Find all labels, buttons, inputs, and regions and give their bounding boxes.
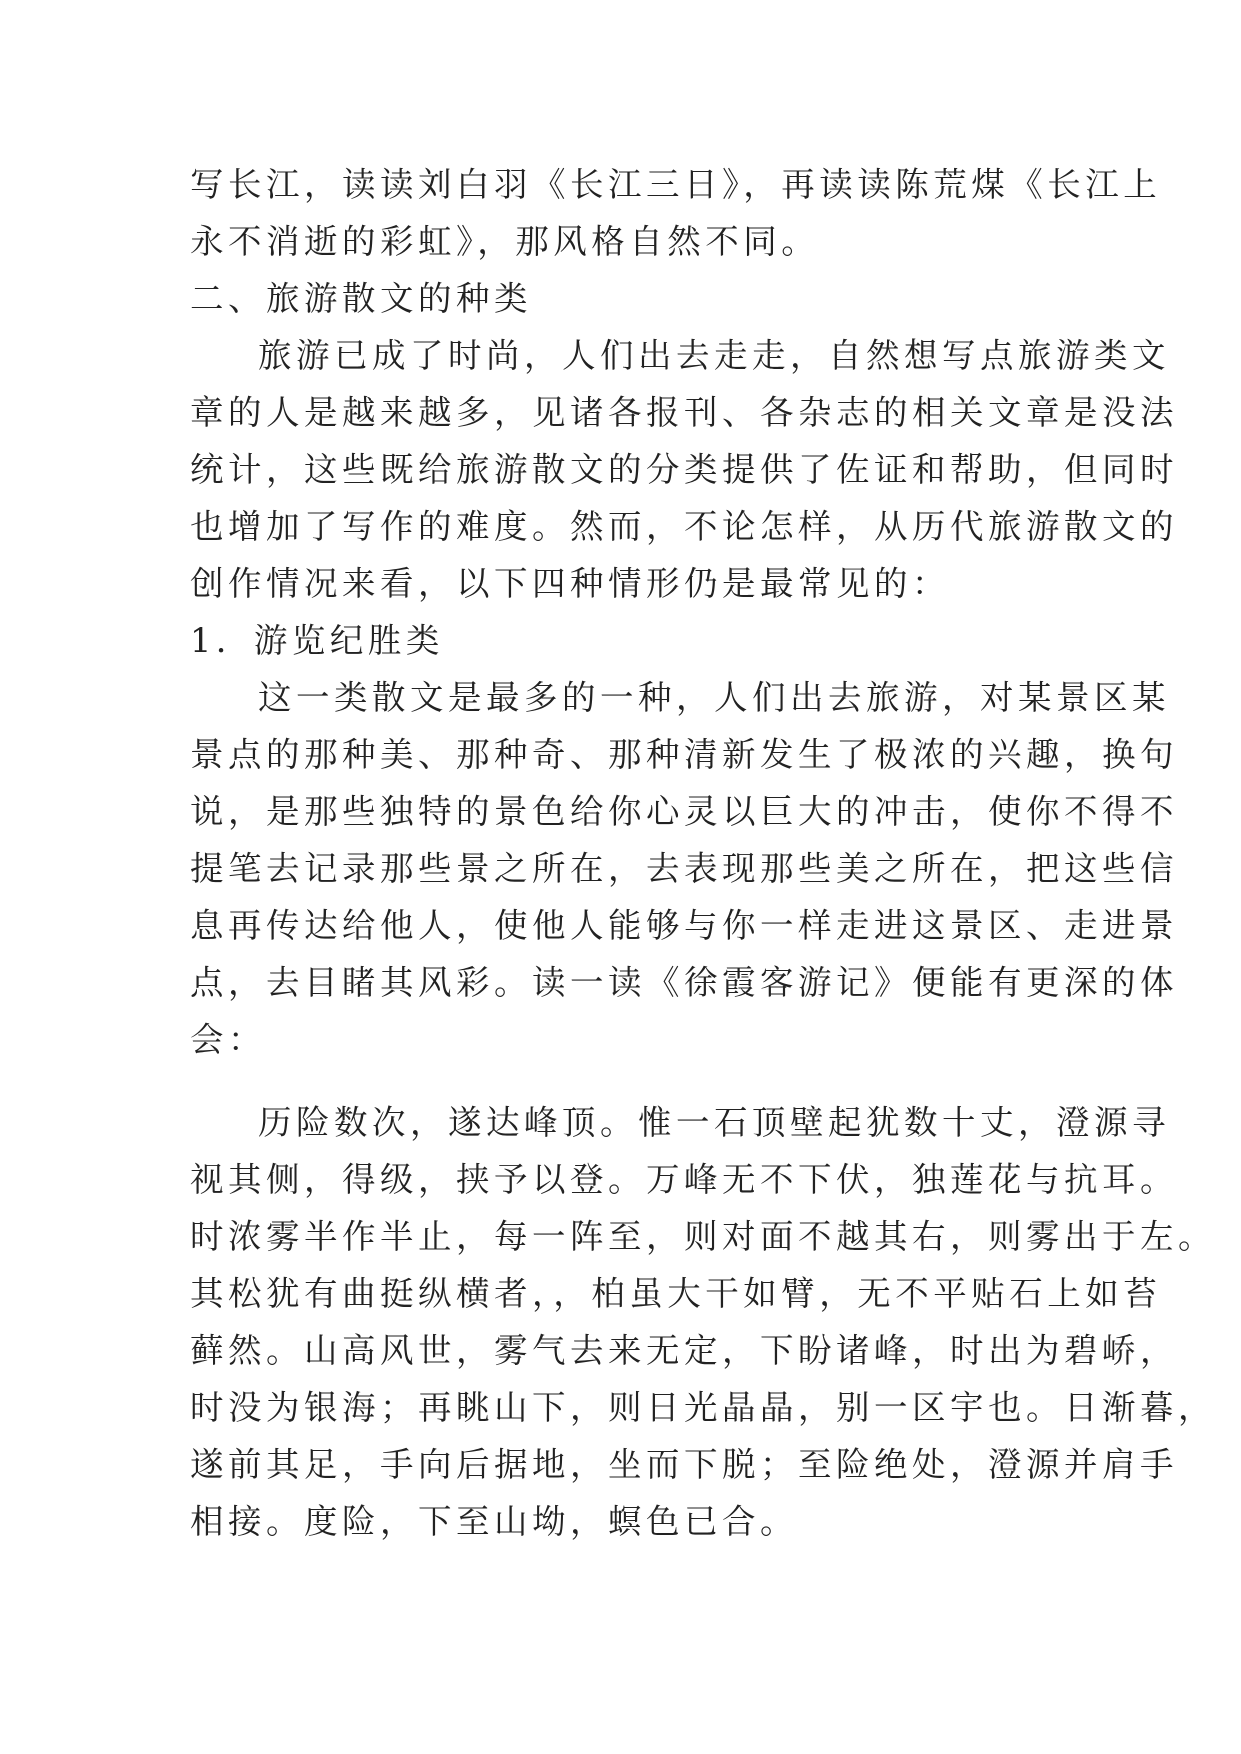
paragraph-spacer <box>190 1068 1050 1094</box>
text-line: 点，去目睹其风彩。读一读《徐霞客游记》便能有更深的体 <box>190 963 1178 1002</box>
text-line: 时没为银海；再眺山下，则日光晶晶，别一区宇也。日渐暮， <box>190 1388 1216 1427</box>
paragraph-intro-continuation <box>190 156 1162 270</box>
section-heading-travel-prose-types <box>190 270 1050 327</box>
heading-line: 1．游览纪胜类 <box>190 621 444 660</box>
text-line: 统计，这些既给旅游散文的分类提供了佐证和帮助，但同时 <box>190 450 1178 489</box>
text-line: 章的人是越来越多，见诸各报刊、各杂志的相关文章是没法 <box>190 393 1178 432</box>
text-line: 写长江，读读刘白羽《长江三日》，再读读陈荒煤《长江上 <box>190 165 1162 204</box>
document-body <box>190 156 1216 1550</box>
text-line: 藓然。山高风世，雾气去来无定，下盼诸峰，时出为碧峤， <box>190 1331 1178 1370</box>
text-line: 说，是那些独特的景色给你心灵以巨大的冲击，使你不得不 <box>190 792 1178 831</box>
text-line: 旅游已成了时尚，人们出去走走，自然想写点旅游类文 <box>258 336 1170 375</box>
heading-line: 二、旅游散文的种类 <box>190 279 532 318</box>
text-line: 息再传达给他人，使他人能够与你一样走进这景区、走进景 <box>190 906 1178 945</box>
text-line: 会： <box>190 1020 266 1059</box>
text-line: 这一类散文是最多的一种，人们出去旅游，对某景区某 <box>258 678 1170 717</box>
text-line: 景点的那种美、那种奇、那种清新发生了极浓的兴趣，换句 <box>190 735 1178 774</box>
text-line: 时浓雾半作半止，每一阵至，则对面不越其右，则雾出于左。 <box>190 1217 1216 1256</box>
text-line: 其松犹有曲挺纵横者，，柏虽大干如臂，无不平贴石上如苔 <box>190 1274 1162 1313</box>
text-line: 遂前其足，手向后据地，坐而下脱；至险绝处，澄源并肩手 <box>190 1445 1178 1484</box>
paragraph-travel-trend <box>190 327 1178 612</box>
paragraph-xu-xiake-quote <box>190 1094 1216 1550</box>
text-line: 创作情况来看，以下四种情形仍是最常见的： <box>190 564 950 603</box>
subsection-heading-sightseeing <box>190 612 1050 669</box>
text-line: 永不消逝的彩虹》，那风格自然不同。 <box>190 222 820 261</box>
text-line: 相接。度险，下至山坳，螟色已合。 <box>190 1502 798 1541</box>
text-line: 也增加了写作的难度。然而，不论怎样，从历代旅游散文的 <box>190 507 1178 546</box>
text-line: 视其侧，得级，挟予以登。万峰无不下伏，独莲花与抗耳。 <box>190 1160 1178 1199</box>
text-line: 提笔去记录那些景之所在，去表现那些美之所在，把这些信 <box>190 849 1178 888</box>
text-line: 历险数次，遂达峰顶。惟一石顶壁起犹数十丈，澄源寻 <box>258 1103 1170 1142</box>
paragraph-sightseeing-description <box>190 669 1178 1068</box>
